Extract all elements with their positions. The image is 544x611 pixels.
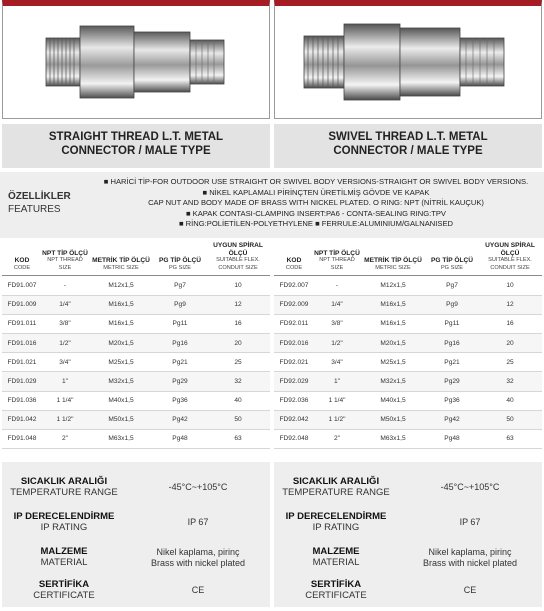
property-material: MALZEME MATERIAL Nikel kaplama, pirinç Brass with nickel plated: [40, 546, 246, 568]
table-cell: FD92.029: [274, 372, 314, 391]
table-cell: FD92.007: [274, 276, 314, 295]
table-body: [274, 276, 542, 449]
table-cell: 10: [478, 276, 542, 295]
table-cell: Pg36: [154, 391, 206, 410]
features-panel: [0, 172, 544, 238]
table-cell: M63x1,5: [360, 429, 426, 448]
feature-line: ■ RİNG:POLİETİLEN-POLYETHYLENE ■ FERRULE:ALUMINIUM/GALNANISED: [178, 219, 454, 229]
table-cell: FD91.016: [2, 333, 42, 352]
header-metric: METRİK TİP ÖLÇÜ METRIC SIZE: [88, 242, 154, 276]
table-cell: M40x1,5: [360, 391, 426, 410]
table-cell: -: [314, 276, 360, 295]
table-row: [2, 391, 270, 410]
table-cell: M20x1,5: [360, 333, 426, 352]
table-cell: FD92.016: [274, 333, 314, 352]
property-temperature: SICAKLIK ARALIĞI TEMPERATURE RANGE -45°C~+105°C: [10, 476, 228, 498]
table-cell: M12x1,5: [88, 276, 154, 295]
table-cell: M32x1,5: [360, 372, 426, 391]
title-line-1: SWIVEL THREAD L.T. METAL: [328, 131, 488, 143]
property-ip-rating: IP DERECELENDİRME IP RATING IP 67: [285, 511, 481, 533]
table-cell: 3/8": [314, 314, 360, 333]
product-title-swivel: [274, 124, 542, 168]
table-cell: Pg7: [426, 276, 478, 295]
header-code: KOD CODE: [2, 242, 42, 276]
straight-connector-image: [36, 12, 236, 118]
property-ip-rating: IP DERECELENDİRME IP RATING IP 67: [13, 511, 209, 533]
properties-panel-swivel: [274, 462, 542, 607]
header-npt: NPT TİP ÖLÇÜ NPT THREAD SIZE: [314, 242, 360, 276]
table-cell: M63x1,5: [88, 429, 154, 448]
table-cell: M40x1,5: [88, 391, 154, 410]
table-cell: M25x1,5: [360, 353, 426, 372]
property-material: MALZEME MATERIAL Nikel kaplama, pirinç Brass with nickel plated: [312, 546, 518, 568]
table-cell: Pg29: [426, 372, 478, 391]
table-cell: 12: [206, 295, 270, 314]
table-cell: M12x1,5: [360, 276, 426, 295]
table-row: [2, 372, 270, 391]
table-row: [274, 372, 542, 391]
product-title-straight: [2, 124, 270, 168]
table-cell: Pg48: [154, 429, 206, 448]
table-cell: 1 1/2": [42, 410, 88, 429]
table-cell: Pg42: [154, 410, 206, 429]
table-row: [2, 295, 270, 314]
table-cell: 16: [478, 314, 542, 333]
table-cell: Pg21: [426, 353, 478, 372]
header-pg: PG TİP ÖLÇÜ PG SIZE: [154, 242, 206, 276]
property-certificate: SERTİFİKA CERTIFICATE CE: [33, 579, 205, 601]
table-cell: M20x1,5: [88, 333, 154, 352]
table-cell: Pg48: [426, 429, 478, 448]
table-cell: 25: [206, 353, 270, 372]
table-cell: 12: [478, 295, 542, 314]
table-cell: M16x1,5: [88, 295, 154, 314]
table-cell: M16x1,5: [360, 314, 426, 333]
table-cell: FD91.021: [2, 353, 42, 372]
features-label-en: FEATURES: [8, 204, 61, 215]
product-image-frame-straight: [2, 0, 270, 119]
table-cell: 1/4": [42, 295, 88, 314]
properties-panel-straight: [2, 462, 270, 607]
table-cell: Pg42: [426, 410, 478, 429]
table-cell: 63: [206, 429, 270, 448]
features-list: [96, 177, 536, 230]
table-cell: M16x1,5: [360, 295, 426, 314]
swivel-connector-image: [298, 12, 518, 118]
table-cell: 40: [206, 391, 270, 410]
table-body: [2, 276, 270, 449]
table-row: [274, 391, 542, 410]
header-conduit: UYGUN SPİRAL ÖLÇÜ SUITABLE FLEX. CONDUIT SIZE: [478, 242, 542, 276]
table-cell: FD92.042: [274, 410, 314, 429]
table-cell: M25x1,5: [88, 353, 154, 372]
table-cell: 1/4": [314, 295, 360, 314]
table-row: [2, 333, 270, 352]
feature-line: CAP NUT AND BODY MADE OF BRASS WITH NICKEL PLATED. O RING: NPT (NİTRİL KAUÇUK): [148, 198, 484, 208]
table-cell: Pg11: [426, 314, 478, 333]
table-cell: 1 1/2": [314, 410, 360, 429]
table-cell: Pg9: [154, 295, 206, 314]
table-cell: Pg9: [426, 295, 478, 314]
table-cell: Pg16: [154, 333, 206, 352]
feature-line: ■ KAPAK CONTASI-CLAMPING INSERT:PA6 - CONTA-SEALING RING:TPV: [185, 208, 446, 218]
table-cell: FD91.042: [2, 410, 42, 429]
property-certificate: SERTİFİKA CERTIFICATE CE: [305, 579, 477, 601]
table-cell: FD91.009: [2, 295, 42, 314]
table-cell: 20: [206, 333, 270, 352]
table-row: [274, 314, 542, 333]
features-label-tr: ÖZELLİKLER: [8, 191, 71, 202]
table-cell: Pg29: [154, 372, 206, 391]
table-cell: Pg7: [154, 276, 206, 295]
header-pg: PG TİP ÖLÇÜ PG SIZE: [426, 242, 478, 276]
table-cell: 40: [478, 391, 542, 410]
table-cell: 16: [206, 314, 270, 333]
table-row: [274, 429, 542, 448]
table-cell: M16x1,5: [88, 314, 154, 333]
table-cell: FD91.011: [2, 314, 42, 333]
table-cell: 2": [314, 429, 360, 448]
table-cell: FD91.036: [2, 391, 42, 410]
table-cell: 32: [206, 372, 270, 391]
table-cell: FD92.036: [274, 391, 314, 410]
feature-line: ■ HARİCİ TİP-FOR OUTDOOR USE STRAIGHT OR SWIVEL BODY VERSIONS-STRAIGHT OR SWIVEL BODY VERSIONS.: [103, 177, 529, 186]
table-row: [2, 314, 270, 333]
table-cell: Pg16: [426, 333, 478, 352]
table-cell: FD92.021: [274, 353, 314, 372]
spec-table-swivel: [274, 242, 542, 449]
title-line-2: CONNECTOR / MALE TYPE: [333, 145, 483, 157]
table-cell: 2": [42, 429, 88, 448]
table-header-row: [274, 242, 542, 276]
spec-table-straight: [2, 242, 270, 449]
table-cell: M32x1,5: [88, 372, 154, 391]
table-cell: 20: [478, 333, 542, 352]
table-row: [2, 353, 270, 372]
table-cell: 1": [42, 372, 88, 391]
table-cell: M50x1,5: [360, 410, 426, 429]
table-cell: 1 1/4": [42, 391, 88, 410]
table-row: [274, 353, 542, 372]
table-cell: 50: [478, 410, 542, 429]
title-line-2: CONNECTOR / MALE TYPE: [61, 145, 211, 157]
table-cell: 1/2": [42, 333, 88, 352]
table-cell: 1": [314, 372, 360, 391]
table-cell: Pg36: [426, 391, 478, 410]
table-row: [2, 410, 270, 429]
table-cell: FD92.048: [274, 429, 314, 448]
table-cell: 3/4": [314, 353, 360, 372]
table-row: [2, 429, 270, 448]
table-cell: -: [42, 276, 88, 295]
table-cell: 1 1/4": [314, 391, 360, 410]
table-cell: 63: [478, 429, 542, 448]
table-cell: 32: [478, 372, 542, 391]
title-line-1: STRAIGHT THREAD L.T. METAL: [48, 131, 224, 143]
table-cell: 3/8": [42, 314, 88, 333]
table-header-row: [2, 242, 270, 276]
header-npt: NPT TİP ÖLÇÜ NPT THREAD SIZE: [42, 242, 88, 276]
table-row: [274, 276, 542, 295]
features-label: [8, 190, 71, 216]
table-row: [2, 276, 270, 295]
feature-line: ■ NİKEL KAPLAMALI PİRİNÇTEN ÜRETİLMİŞ GÖVDE VE KAPAK: [202, 187, 430, 197]
property-temperature: SICAKLIK ARALIĞI TEMPERATURE RANGE -45°C~+105°C: [282, 476, 500, 498]
product-image-frame-swivel: [274, 0, 542, 119]
table-cell: FD91.048: [2, 429, 42, 448]
header-code: KOD CODE: [274, 242, 314, 276]
table-row: [274, 410, 542, 429]
table-cell: 3/4": [42, 353, 88, 372]
table-row: [274, 333, 542, 352]
table-row: [274, 295, 542, 314]
table-cell: FD91.029: [2, 372, 42, 391]
table-cell: M50x1,5: [88, 410, 154, 429]
table-cell: FD92.009: [274, 295, 314, 314]
header-metric: METRİK TİP ÖLÇÜ METRIC SIZE: [360, 242, 426, 276]
table-cell: 50: [206, 410, 270, 429]
table-cell: 1/2": [314, 333, 360, 352]
table-cell: Pg21: [154, 353, 206, 372]
table-cell: 25: [478, 353, 542, 372]
table-cell: FD92.011: [274, 314, 314, 333]
table-cell: Pg11: [154, 314, 206, 333]
header-conduit: UYGUN SPİRAL ÖLÇÜ SUITABLE FLEX. CONDUIT SIZE: [206, 242, 270, 276]
table-cell: 10: [206, 276, 270, 295]
table-cell: FD91.007: [2, 276, 42, 295]
